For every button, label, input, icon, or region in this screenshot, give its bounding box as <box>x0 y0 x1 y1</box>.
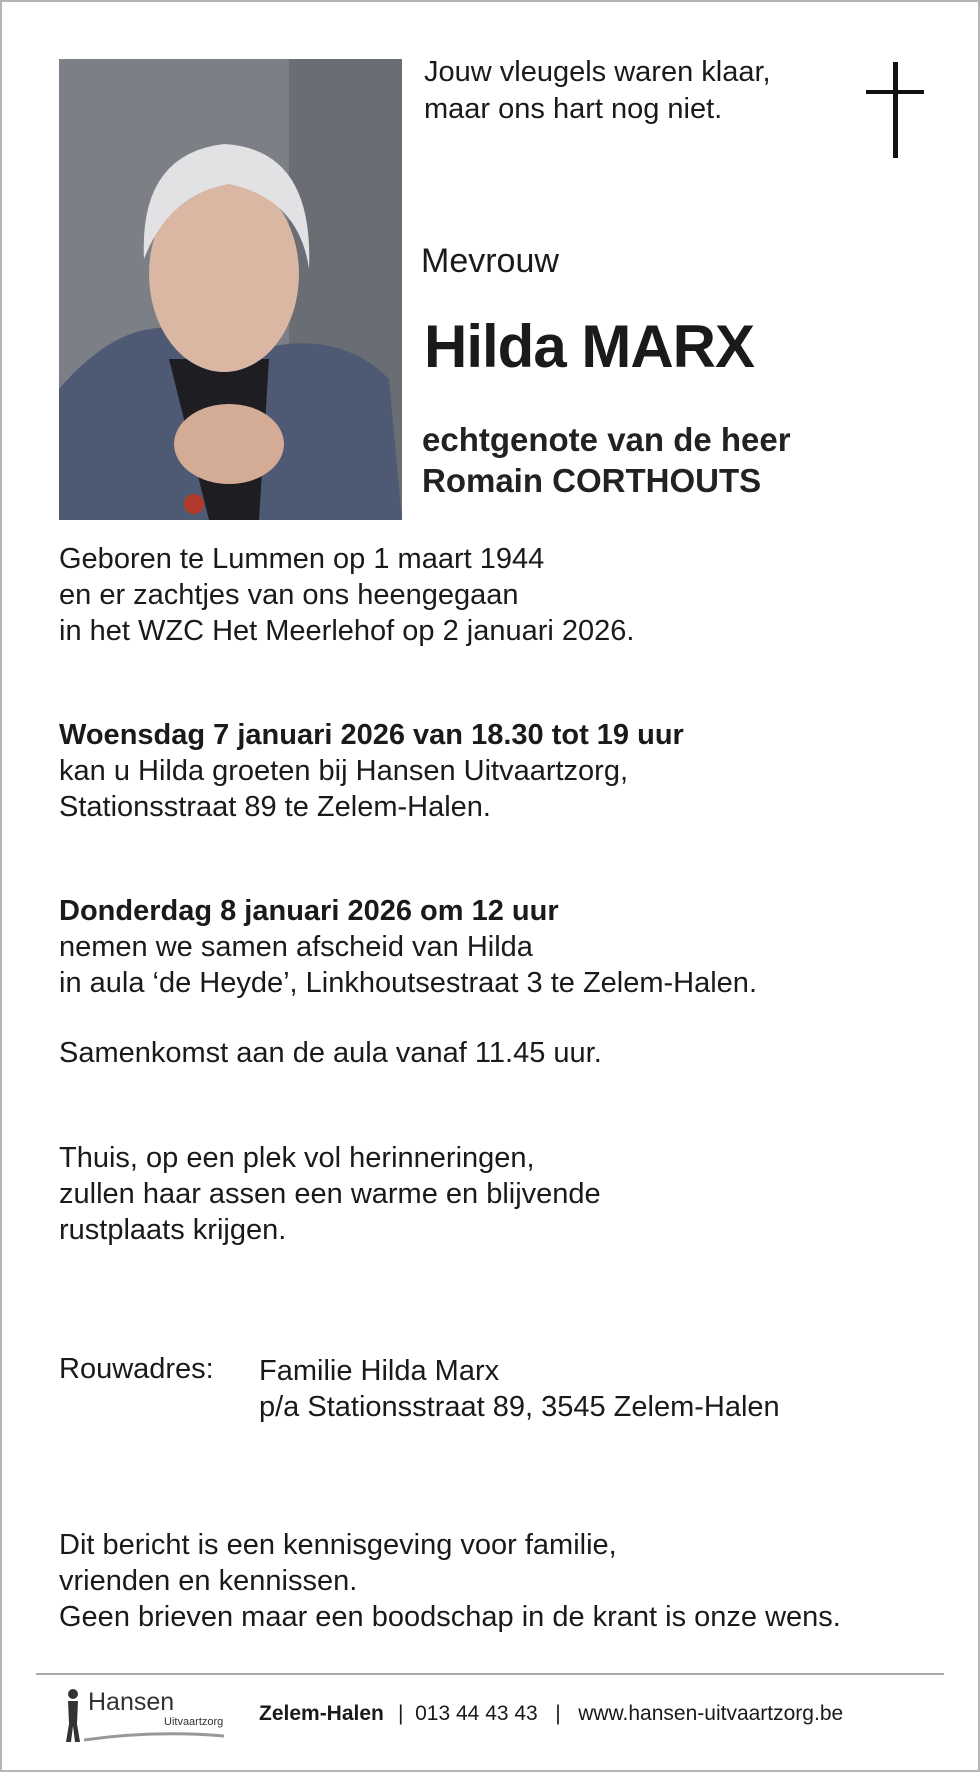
footer-location: Zelem-Halen <box>259 1702 384 1725</box>
ashes-line: Thuis, op een plek vol herinneringen, <box>59 1142 535 1174</box>
visitation-details <box>59 717 684 825</box>
funeral-home-logo <box>58 1686 228 1746</box>
footer-divider <box>36 1673 944 1675</box>
poem-verse <box>424 54 771 128</box>
address-label: Rouwadres: <box>59 1353 214 1385</box>
ashes-info <box>59 1140 601 1248</box>
logo-swoosh-icon <box>84 1730 224 1744</box>
ashes-line: zullen haar assen een warme en blijvende <box>59 1178 601 1210</box>
birth-line: in het WZC Het Meerlehof op 2 januari 2026. <box>59 615 635 647</box>
visitation-heading: Woensdag 7 januari 2026 van 18.30 tot 19 uur <box>59 719 684 751</box>
logo-name: Hansen <box>88 1688 175 1716</box>
farewell-line: nemen we samen afscheid van Hilda <box>59 931 533 963</box>
portrait-photo <box>59 59 402 520</box>
cross-icon <box>866 62 924 158</box>
address-line: p/a Stationsstraat 89, 3545 Zelem-Halen <box>259 1391 780 1423</box>
visitation-line: Stationsstraat 89 te Zelem-Halen. <box>59 791 491 823</box>
gathering-line: Samenkomst aan de aula vanaf 11.45 uur. <box>59 1037 602 1069</box>
gathering-info <box>59 1035 602 1071</box>
farewell-heading: Donderdag 8 januari 2026 om 12 uur <box>59 895 559 927</box>
birth-line: Geboren te Lummen op 1 maart 1944 <box>59 543 545 575</box>
logo-subtitle: Uitvaartzorg <box>164 1716 224 1728</box>
poem-line: Jouw vleugels waren klaar, <box>424 56 771 88</box>
spouse-line: Romain CORTHOUTS <box>422 462 762 499</box>
birth-line: en er zachtjes van ons heengegaan <box>59 579 519 611</box>
notice-text <box>59 1527 841 1635</box>
farewell-line: in aula ‘de Heyde’, Linkhoutsestraat 3 te Zelem-Halen. <box>59 967 757 999</box>
birth-details <box>59 541 634 649</box>
address-value <box>259 1353 780 1425</box>
address-line: Familie Hilda Marx <box>259 1355 500 1387</box>
footer-contact[interactable]: | 013 44 43 43 | www.hansen-uitvaartzorg.be <box>398 1702 844 1725</box>
notice-line: Dit bericht is een kennisgeving voor familie, <box>59 1529 617 1561</box>
farewell-details <box>59 893 757 1001</box>
visitation-line: kan u Hilda groeten bij Hansen Uitvaartzorg, <box>59 755 629 787</box>
deceased-name: Hilda MARX <box>424 313 755 380</box>
ashes-line: rustplaats krijgen. <box>59 1214 287 1246</box>
poem-line: maar ons hart nog niet. <box>424 93 723 125</box>
spouse-line: echtgenote van de heer <box>422 421 791 458</box>
notice-line: Geen brieven maar een boodschap in de krant is onze wens. <box>59 1601 841 1633</box>
honorific: Mevrouw <box>421 242 559 280</box>
notice-line: vrienden en kennissen. <box>59 1565 358 1597</box>
spouse-info <box>422 419 791 501</box>
